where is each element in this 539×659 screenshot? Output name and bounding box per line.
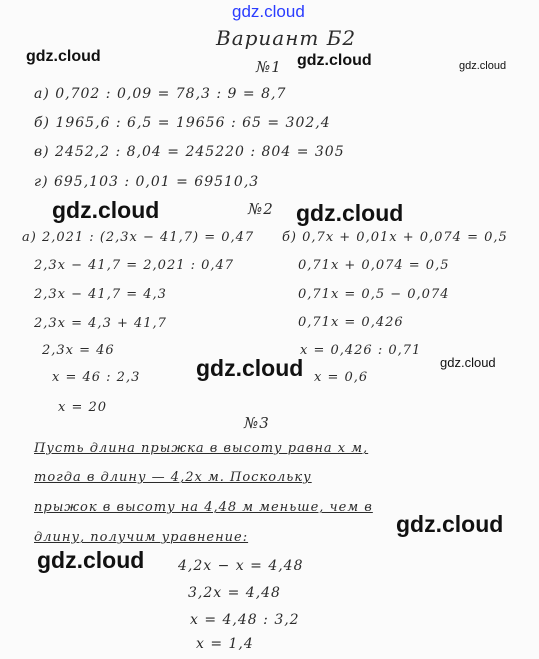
task3-number: №3 [244,414,270,432]
task3-text-line: прыжок в высоту на 4,48 м меньше, чем в [34,500,373,515]
task2-number: №2 [248,200,274,218]
task2a-line: 2,3x = 46 [42,343,115,358]
watermark: gdz.cloud [196,355,304,381]
variant-title: Вариант Б2 [216,26,357,50]
task2a-line: 2,3x − 41,7 = 2,021 : 0,47 [34,258,235,273]
task2b-line: 0,71x = 0,5 − 0,074 [298,287,450,302]
task1-line: б) 1965,6 : 6,5 = 19656 : 65 = 302,4 [34,115,331,131]
watermark: gdz.cloud [297,52,372,69]
task2b-line: б) 0,7x + 0,01x + 0,074 = 0,5 [282,230,508,245]
task3-text-line: Пусть длина прыжка в высоту равна x м, [34,441,369,456]
task3-equation: 4,2x − x = 4,48 [178,558,304,574]
watermark: gdz.cloud [232,2,305,21]
task2a-line: x = 20 [58,400,108,415]
task2a-line: 2,3x − 41,7 = 4,3 [34,287,167,302]
watermark: gdz.cloud [396,511,504,537]
watermark: gdz.cloud [52,197,160,223]
watermark: gdz.cloud [37,547,145,573]
task2a-line: а) 2,021 : (2,3x − 41,7) = 0,47 [22,230,255,245]
task2a-line: x = 46 : 2,3 [52,370,141,385]
task2b-line: 0,71x = 0,426 [298,315,404,330]
task3-equation: x = 1,4 [196,636,254,652]
task1-line: г) 695,103 : 0,01 = 69510,3 [34,174,260,190]
task1-number: №1 [256,58,282,76]
task2a-line: 2,3x = 4,3 + 41,7 [34,316,167,331]
watermark: gdz.cloud [296,200,404,226]
task1-line: в) 2452,2 : 8,04 = 245220 : 804 = 305 [34,144,345,160]
task3-equation: x = 4,48 : 3,2 [190,612,300,628]
watermark: gdz.cloud [26,48,101,65]
task2b-line: 0,71x + 0,074 = 0,5 [298,258,450,273]
watermark: gdz.cloud [459,60,507,72]
task2b-line: x = 0,426 : 0,71 [300,343,422,358]
task2b-line: x = 0,6 [314,370,369,385]
task3-text-line: тогда в длину — 4,2x м. Поскольку [34,470,312,485]
task3-equation: 3,2x = 4,48 [188,585,281,601]
watermark: gdz.cloud [440,355,496,370]
task3-text-line: длину, получим уравнение: [34,530,249,545]
task1-line: а) 0,702 : 0,09 = 78,3 : 9 = 8,7 [34,86,287,102]
